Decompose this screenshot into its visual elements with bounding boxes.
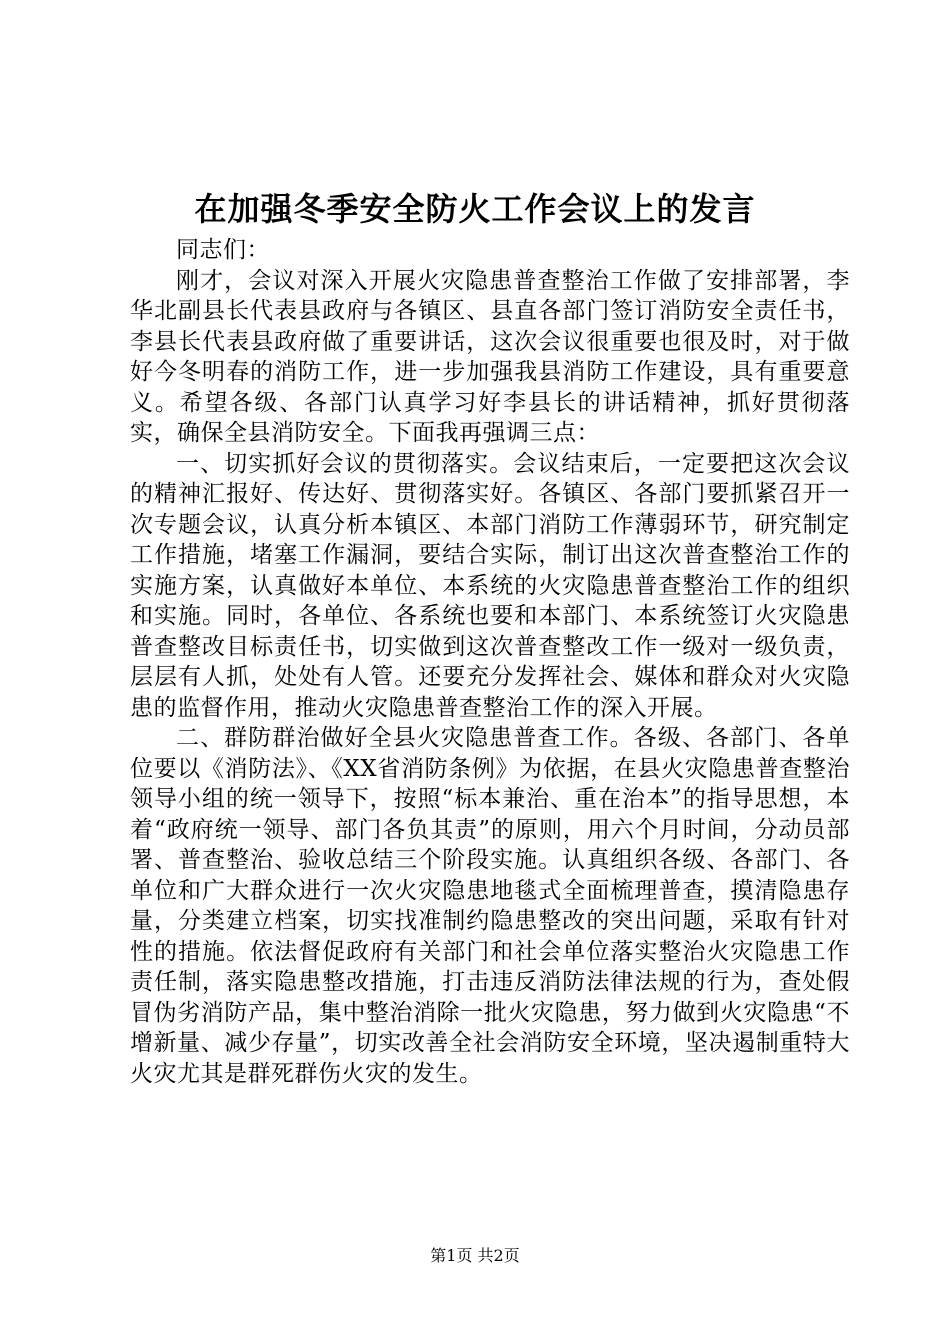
paragraph-intro: 刚才，会议对深入开展火灾隐患普查整治工作做了安排部署，李华北副县长代表县政府与各镇区、县直各部门签订消防安全责任书，李县长代表县政府做了重要讲话，这次会议很重要也很及时，对于做好今冬明春的消防工作，进一步加强我县消防工作建设，具有重要意义。希望各级、各部门认真学习好李县长的讲话精神，抓好贯彻落实，确保全县消防安全。下面我再强调三点： <box>130 267 850 446</box>
page-number-footer: 第1页 共2页 <box>430 1246 520 1265</box>
document-title: 在加强冬季安全防火工作会议上的发言 <box>194 190 756 228</box>
paragraph-point-one: 一、切实抓好会议的贯彻落实。会议结束后，一定要把这次会议的精神汇报好、传达好、贯彻落实好。各镇区、各部门要抓紧召开一次专题会议，认真分析本镇区、本部门消防工作薄弱环节，研究制定工作措施，堵塞工作漏洞，要结合实际，制订出这次普查整治工作的实施方案，认真做好本单位、本系统的火灾隐患普查整治工作的组织和实施。同时，各单位、各系统也要和本部门、本系统签订火灾隐患普查整改目标责任书，切实做到这次普查整改工作一级对一级负责，层层有人抓，处处有人管。还要充分发挥社会、媒体和群众对火灾隐患的监督作用，推动火灾隐患普查整治工作的深入开展。 <box>130 450 850 721</box>
salutation: 同志们： <box>176 237 270 263</box>
paragraph-point-two: 二、群防群治做好全县火灾隐患普查工作。各级、各部门、各单位要以《消防法》、《XX省消防条例》为依据，在县火灾隐患普查整治领导小组的统一领导下，按照“标本兼治、重在治本”的指导思想，本着“政府统一领导、部门各负其责”的原则，用六个月时间，分动员部署、普查整治、验收总结三个阶段实施。认真组织各级、各部门、各单位和广大群众进行一次火灾隐患地毯式全面梳理普查，摸清隐患存量，分类建立档案，切实找准制约隐患整改的突出问题，采取有针对性的措施。依法督促政府有关部门和社会单位落实整治火灾隐患工作责任制，落实隐患整改措施，打击违反消防法律法规的行为，查处假冒伪劣消防产品，集中整治消除一批火灾隐患，努力做到火灾隐患“不增新量、减少存量”，切实改善全社会消防安全环境，坚决遏制重特大火灾尤其是群死群伤火灾的发生。 <box>130 725 850 1087</box>
document-body <box>130 235 850 1089</box>
